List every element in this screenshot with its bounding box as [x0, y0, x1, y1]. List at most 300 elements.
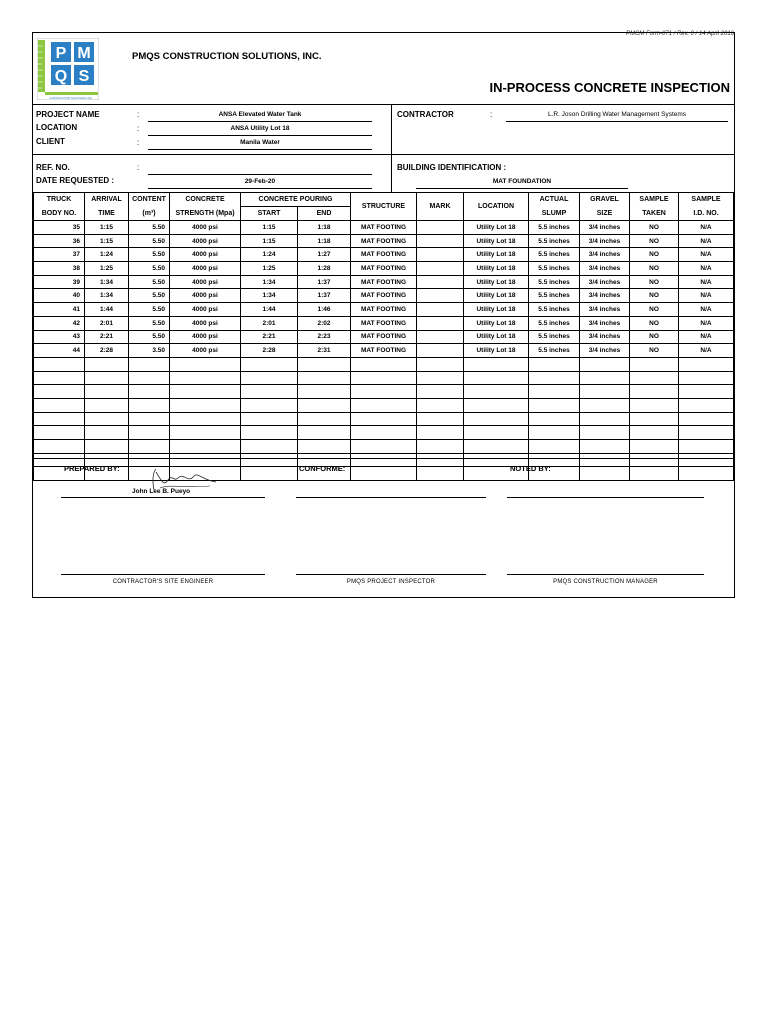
ref-no-underline [148, 174, 372, 175]
cell-sample-taken: NO [630, 221, 679, 235]
table-row [34, 385, 734, 399]
building-id-underline [416, 188, 628, 189]
cell-mark [417, 275, 464, 289]
cell-sample-taken [630, 426, 679, 440]
table-row [34, 426, 734, 440]
cell-pour-end [298, 426, 351, 440]
prepared-by-line [61, 497, 265, 498]
cell-sample-id [679, 412, 734, 426]
cell-content: 5.50 [129, 221, 170, 235]
cell-actual-slump: 5.5 inches [529, 234, 580, 248]
pmqs-logo [37, 38, 99, 100]
cell-gravel-size: 3/4 inches [580, 344, 630, 358]
table-row [34, 357, 734, 371]
cell-sample-id: N/A [679, 330, 734, 344]
cell-content: 5.50 [129, 303, 170, 317]
cell-pour-end: 2:31 [298, 344, 351, 358]
cell-strength: 4000 psi [170, 221, 241, 235]
cell-mark [417, 357, 464, 371]
table-row [34, 248, 734, 262]
logo-letter-p: P [55, 45, 67, 62]
cell-sample-taken [630, 357, 679, 371]
cell-sample-id [679, 467, 734, 481]
table-row [34, 221, 734, 235]
cell-gravel-size [580, 440, 630, 454]
cell-sample-id: N/A [679, 344, 734, 358]
cell-strength [170, 453, 241, 467]
cell-actual-slump [529, 398, 580, 412]
cell-structure: MAT FOOTING [351, 289, 417, 303]
contractor-label: CONTRACTOR [397, 110, 454, 119]
cell-actual-slump [529, 412, 580, 426]
cell-truck-body-no: 39 [34, 275, 85, 289]
prepared-by-name: John Lee B. Pueyo [132, 488, 191, 495]
project-name-label: PROJECT NAME [36, 110, 100, 119]
location-label: LOCATION [36, 123, 78, 132]
cell-location: Utility Lot 18 [464, 303, 529, 317]
cell-gravel-size: 3/4 inches [580, 275, 630, 289]
cell-strength [170, 440, 241, 454]
cell-location [464, 426, 529, 440]
cell-pour-start: 2:28 [241, 344, 298, 358]
cell-truck-body-no [34, 371, 85, 385]
cell-sample-taken [630, 440, 679, 454]
cell-pour-start: 1:34 [241, 275, 298, 289]
cell-sample-taken [630, 412, 679, 426]
location-value: ANSA Utility Lot 18 [230, 125, 290, 132]
cell-gravel-size [580, 453, 630, 467]
inspection-table [33, 192, 734, 481]
cell-location: Utility Lot 18 [464, 289, 529, 303]
cell-sample-id: N/A [679, 221, 734, 235]
site-engineer-line [61, 574, 265, 575]
table-row [34, 316, 734, 330]
cell-truck-body-no: 41 [34, 303, 85, 317]
table-row [34, 440, 734, 454]
cell-truck-body-no [34, 385, 85, 399]
cell-strength: 4000 psi [170, 344, 241, 358]
cell-pour-start: 2:21 [241, 330, 298, 344]
form-title: IN-PROCESS CONCRETE INSPECTION [489, 80, 730, 95]
colon: : [137, 138, 140, 147]
table-row [34, 467, 734, 481]
cell-sample-taken: NO [630, 275, 679, 289]
table-row [34, 398, 734, 412]
cell-actual-slump: 5.5 inches [529, 330, 580, 344]
cell-mark [417, 385, 464, 399]
cell-structure: MAT FOOTING [351, 303, 417, 317]
date-requested-label: DATE REQUESTED : [36, 176, 115, 185]
colon: : [137, 163, 140, 172]
building-id-value: MAT FOUNDATION [492, 178, 552, 185]
cell-content [129, 357, 170, 371]
cell-mark [417, 248, 464, 262]
table-row [34, 412, 734, 426]
cell-pour-end: 1:18 [298, 234, 351, 248]
header-sample: SAMPLE [630, 193, 679, 207]
cell-mark [417, 221, 464, 235]
cell-content [129, 412, 170, 426]
cell-pour-end [298, 385, 351, 399]
cell-arrival-time: 1:44 [85, 303, 129, 317]
cell-structure [351, 412, 417, 426]
cell-content [129, 440, 170, 454]
cell-sample-taken: NO [630, 234, 679, 248]
cell-gravel-size: 3/4 inches [580, 316, 630, 330]
cell-actual-slump: 5.5 inches [529, 316, 580, 330]
client-underline [148, 149, 372, 150]
header-truck: TRUCK [34, 193, 85, 207]
cell-sample-id [679, 426, 734, 440]
cell-strength [170, 426, 241, 440]
client-label: CLIENT [36, 137, 65, 146]
project-name-value: ANSA Elevated Water Tank [218, 111, 302, 118]
colon: : [137, 124, 140, 133]
cell-actual-slump: 5.5 inches [529, 262, 580, 276]
header-mark: MARK [417, 193, 464, 221]
divider-info-vertical [391, 104, 392, 154]
cell-pour-end: 1:28 [298, 262, 351, 276]
cell-gravel-size [580, 385, 630, 399]
cell-sample-taken: NO [630, 316, 679, 330]
cell-pour-end: 1:18 [298, 221, 351, 235]
cell-content: 5.50 [129, 262, 170, 276]
cell-pour-end [298, 357, 351, 371]
cell-strength: 4000 psi [170, 303, 241, 317]
cell-location: Utility Lot 18 [464, 316, 529, 330]
table-row [34, 234, 734, 248]
cell-arrival-time [85, 357, 129, 371]
logo-letter-q: Q [54, 68, 68, 85]
divider-header [33, 104, 734, 105]
cell-mark [417, 289, 464, 303]
cell-mark [417, 330, 464, 344]
divider-ref-vertical [391, 154, 392, 192]
cell-structure [351, 440, 417, 454]
cell-gravel-size: 3/4 inches [580, 303, 630, 317]
cell-pour-start: 1:25 [241, 262, 298, 276]
cell-pour-start [241, 385, 298, 399]
cell-arrival-time: 1:15 [85, 234, 129, 248]
cell-actual-slump: 5.5 inches [529, 221, 580, 235]
cell-pour-start: 1:44 [241, 303, 298, 317]
logo-letter-m: M [77, 45, 91, 62]
cell-pour-start [241, 371, 298, 385]
cell-actual-slump: 5.5 inches [529, 344, 580, 358]
cell-arrival-time [85, 371, 129, 385]
cell-structure: MAT FOOTING [351, 316, 417, 330]
header-strength: CONCRETE [170, 193, 241, 207]
cell-strength: 4000 psi [170, 330, 241, 344]
cell-content [129, 371, 170, 385]
cell-structure [351, 385, 417, 399]
cell-location [464, 385, 529, 399]
cell-location: Utility Lot 18 [464, 248, 529, 262]
cell-actual-slump: 5.5 inches [529, 248, 580, 262]
cell-arrival-time: 1:15 [85, 221, 129, 235]
conforme-label: CONFORME: [299, 464, 346, 473]
cell-mark [417, 398, 464, 412]
cell-truck-body-no: 36 [34, 234, 85, 248]
project-name-underline [148, 121, 372, 122]
construction-manager-line [507, 574, 704, 575]
cell-arrival-time [85, 426, 129, 440]
cell-sample-taken: NO [630, 303, 679, 317]
header-start: START [241, 207, 298, 221]
cell-structure: MAT FOOTING [351, 275, 417, 289]
cell-content: 5.50 [129, 248, 170, 262]
cell-truck-body-no [34, 398, 85, 412]
cell-sample-id: N/A [679, 289, 734, 303]
header-arrival-sub: TIME [85, 207, 129, 221]
cell-truck-body-no: 35 [34, 221, 85, 235]
cell-content [129, 453, 170, 467]
cell-sample-taken: NO [630, 262, 679, 276]
cell-truck-body-no [34, 357, 85, 371]
logo-tagline: CONSTRUCTION SOLUTIONS, INC. [49, 97, 93, 100]
cell-actual-slump [529, 440, 580, 454]
cell-structure [351, 398, 417, 412]
cell-strength: 4000 psi [170, 262, 241, 276]
form-code: PMCM Form-071 / Rev. 0 / 14 April 2016 [625, 31, 734, 37]
cell-mark [417, 303, 464, 317]
cell-arrival-time: 1:25 [85, 262, 129, 276]
cell-pour-end: 2:02 [298, 316, 351, 330]
cell-pour-end [298, 412, 351, 426]
cell-gravel-size: 3/4 inches [580, 221, 630, 235]
header-truck-sub: BODY NO. [34, 207, 85, 221]
header-content-sub: (m³) [129, 207, 170, 221]
cell-pour-end: 1:27 [298, 248, 351, 262]
cell-sample-taken: NO [630, 344, 679, 358]
cell-actual-slump [529, 385, 580, 399]
cell-content: 5.50 [129, 234, 170, 248]
cell-structure: MAT FOOTING [351, 248, 417, 262]
cell-pour-start [241, 440, 298, 454]
conforme-line [296, 497, 486, 498]
cell-mark [417, 426, 464, 440]
company-name: PMQS CONSTRUCTION SOLUTIONS, INC. [132, 51, 322, 62]
cell-actual-slump [529, 371, 580, 385]
cell-strength [170, 357, 241, 371]
cell-location: Utility Lot 18 [464, 344, 529, 358]
table-row [34, 303, 734, 317]
cell-gravel-size: 3/4 inches [580, 289, 630, 303]
cell-arrival-time: 1:34 [85, 275, 129, 289]
cell-sample-taken [630, 371, 679, 385]
cell-mark [417, 371, 464, 385]
header-pouring: CONCRETE POURING [241, 193, 351, 207]
cell-location [464, 371, 529, 385]
cell-truck-body-no: 44 [34, 344, 85, 358]
cell-pour-start: 1:24 [241, 248, 298, 262]
cell-strength [170, 385, 241, 399]
header-arrival: ARRIVAL [85, 193, 129, 207]
building-id-label: BUILDING IDENTIFICATION : [397, 163, 507, 172]
cell-actual-slump: 5.5 inches [529, 275, 580, 289]
header-end: END [298, 207, 351, 221]
cell-gravel-size: 3/4 inches [580, 330, 630, 344]
cell-pour-end [298, 440, 351, 454]
cell-structure: MAT FOOTING [351, 221, 417, 235]
cell-sample-taken: NO [630, 289, 679, 303]
cell-structure [351, 453, 417, 467]
cell-gravel-size: 3/4 inches [580, 234, 630, 248]
cell-sample-id: N/A [679, 275, 734, 289]
cell-sample-id [679, 357, 734, 371]
cell-pour-start [241, 467, 298, 481]
cell-sample-id: N/A [679, 316, 734, 330]
project-inspector-line [296, 574, 486, 575]
cell-sample-id [679, 398, 734, 412]
cell-structure: MAT FOOTING [351, 234, 417, 248]
cell-pour-start [241, 426, 298, 440]
cell-pour-start: 1:15 [241, 234, 298, 248]
cell-location [464, 412, 529, 426]
cell-sample-taken: NO [630, 330, 679, 344]
location-underline [148, 135, 372, 136]
header-slump: ACTUAL [529, 193, 580, 207]
cell-content: 5.50 [129, 289, 170, 303]
cell-gravel-size [580, 426, 630, 440]
cell-pour-end: 1:37 [298, 289, 351, 303]
cell-arrival-time [85, 412, 129, 426]
noted-by-label: NOTED BY: [510, 464, 551, 473]
cell-sample-id [679, 440, 734, 454]
cell-actual-slump: 5.5 inches [529, 303, 580, 317]
cell-mark [417, 234, 464, 248]
table-row [34, 371, 734, 385]
cell-location: Utility Lot 18 [464, 262, 529, 276]
table-row [34, 262, 734, 276]
cell-gravel-size [580, 412, 630, 426]
cell-structure: MAT FOOTING [351, 262, 417, 276]
date-requested-underline [148, 188, 372, 189]
cell-sample-id [679, 385, 734, 399]
cell-strength: 4000 psi [170, 275, 241, 289]
cell-gravel-size [580, 467, 630, 481]
cell-location: Utility Lot 18 [464, 330, 529, 344]
cell-arrival-time [85, 398, 129, 412]
cell-sample-id [679, 371, 734, 385]
cell-mark [417, 262, 464, 276]
cell-sample-taken [630, 453, 679, 467]
cell-location: Utility Lot 18 [464, 221, 529, 235]
cell-arrival-time: 1:34 [85, 289, 129, 303]
cell-pour-start: 2:01 [241, 316, 298, 330]
cell-strength: 4000 psi [170, 248, 241, 262]
table-row [34, 289, 734, 303]
cell-gravel-size: 3/4 inches [580, 248, 630, 262]
cell-sample-taken [630, 385, 679, 399]
cell-arrival-time [85, 385, 129, 399]
table-row [34, 453, 734, 467]
cell-sample-id [679, 453, 734, 467]
divider-info [33, 154, 734, 155]
cell-content [129, 426, 170, 440]
cell-mark [417, 316, 464, 330]
cell-pour-start [241, 412, 298, 426]
header-sample-id: SAMPLE [679, 193, 734, 207]
cell-strength: 4000 psi [170, 289, 241, 303]
cell-truck-body-no: 37 [34, 248, 85, 262]
prepared-by-label: PREPARED BY: [64, 464, 120, 473]
cell-structure: MAT FOOTING [351, 344, 417, 358]
client-value: Manila Water [240, 139, 280, 146]
cell-content [129, 398, 170, 412]
contractor-value: L.R. Joson Drilling Water Management Systems [547, 111, 687, 118]
cell-actual-slump: 5.5 inches [529, 289, 580, 303]
header-gravel-sub: SIZE [580, 207, 630, 221]
cell-pour-end [298, 371, 351, 385]
cell-sample-taken [630, 398, 679, 412]
cell-gravel-size [580, 371, 630, 385]
table-row [34, 330, 734, 344]
cell-pour-end: 1:46 [298, 303, 351, 317]
cell-truck-body-no [34, 426, 85, 440]
cell-gravel-size [580, 357, 630, 371]
cell-pour-start: 1:15 [241, 221, 298, 235]
cell-sample-id: N/A [679, 303, 734, 317]
header-location: LOCATION [464, 193, 529, 221]
cell-actual-slump [529, 426, 580, 440]
cell-truck-body-no [34, 440, 85, 454]
cell-strength [170, 371, 241, 385]
cell-sample-id: N/A [679, 248, 734, 262]
header-row-top [34, 193, 734, 207]
cell-structure [351, 467, 417, 481]
role-project-inspector: PMQS PROJECT INSPECTOR [346, 579, 436, 585]
cell-structure [351, 371, 417, 385]
header-content: CONTENT [129, 193, 170, 207]
cell-location: Utility Lot 18 [464, 275, 529, 289]
cell-mark [417, 412, 464, 426]
cell-pour-end: 1:37 [298, 275, 351, 289]
cell-truck-body-no: 42 [34, 316, 85, 330]
cell-mark [417, 344, 464, 358]
cell-sample-taken: NO [630, 248, 679, 262]
cell-pour-start [241, 357, 298, 371]
divider-signatures [33, 458, 734, 459]
cell-truck-body-no: 40 [34, 289, 85, 303]
cell-content: 5.50 [129, 316, 170, 330]
cell-content: 3.50 [129, 344, 170, 358]
cell-pour-end [298, 398, 351, 412]
noted-by-line [507, 497, 704, 498]
cell-mark [417, 467, 464, 481]
cell-structure [351, 357, 417, 371]
cell-strength [170, 412, 241, 426]
cell-pour-start: 1:34 [241, 289, 298, 303]
contractor-underline [506, 121, 728, 122]
header-sample-sub: TAKEN [630, 207, 679, 221]
cell-content [129, 385, 170, 399]
cell-arrival-time: 1:24 [85, 248, 129, 262]
cell-arrival-time: 2:01 [85, 316, 129, 330]
cell-arrival-time: 2:21 [85, 330, 129, 344]
table-row [34, 344, 734, 358]
cell-pour-start [241, 453, 298, 467]
cell-truck-body-no: 43 [34, 330, 85, 344]
cell-truck-body-no [34, 412, 85, 426]
cell-strength: 4000 psi [170, 316, 241, 330]
cell-sample-id: N/A [679, 262, 734, 276]
cell-location [464, 398, 529, 412]
ref-no-label: REF. NO. [36, 163, 70, 172]
colon: : [490, 110, 493, 119]
cell-truck-body-no: 38 [34, 262, 85, 276]
cell-gravel-size: 3/4 inches [580, 262, 630, 276]
